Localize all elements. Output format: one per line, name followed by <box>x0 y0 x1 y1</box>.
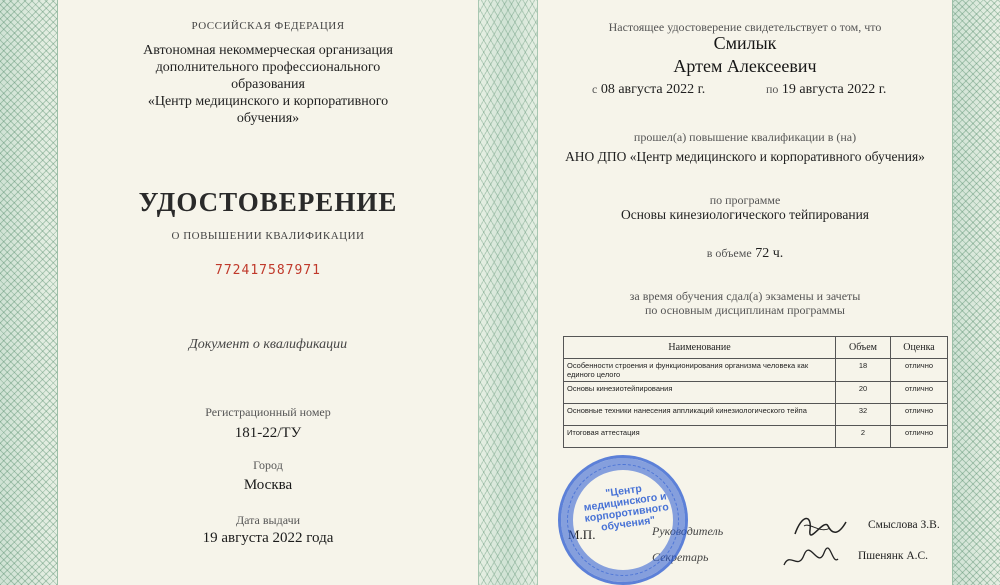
registration-label: Регистрационный номер <box>205 405 331 419</box>
issue-date-label: Дата выдачи <box>235 513 301 527</box>
from-date: 08 августа 2022 г. <box>600 82 706 97</box>
holder-surname: Смилык <box>713 33 777 53</box>
left-guilloche-border <box>0 0 58 585</box>
table-row <box>564 426 948 448</box>
column-header-volume: Объем <box>836 337 891 359</box>
program-volume <box>538 246 952 262</box>
volume-label: в объеме <box>706 246 752 260</box>
discipline-name: Особенности строения и функционирования организма человека как единого целого <box>564 359 836 382</box>
discipline-grade: отлично <box>891 426 948 448</box>
secretary-signature-icon <box>780 545 840 575</box>
org-line-2: дополнительного профессионального <box>155 60 381 75</box>
issue-date-value: 19 августа 2022 года <box>202 530 334 546</box>
document-title: УДОСТОВЕРЕНИЕ <box>138 187 398 217</box>
discipline-grade: отлично <box>891 404 948 426</box>
exams-line-2: по основным дисциплинам программы <box>644 303 845 317</box>
disciplines-table <box>563 336 948 448</box>
discipline-name: Основы кинезиотейпирования <box>564 382 836 404</box>
from-prefix: с <box>592 82 598 96</box>
serial-number: 772417587971 <box>215 263 321 278</box>
discipline-volume: 32 <box>836 404 891 426</box>
org-line-5: обучения» <box>236 111 300 126</box>
period-from <box>592 82 705 98</box>
program-name: Основы кинезиологического тейпирования <box>620 207 870 222</box>
organization-stamp <box>558 455 688 585</box>
org-line-1: Автономная некоммерческая организация <box>143 43 393 58</box>
org-line-4: «Центр медицинского и корпоративного <box>147 94 389 109</box>
table-header-row <box>564 337 948 359</box>
period-to <box>766 82 886 98</box>
exams-line-1: за время обучения сдал(а) экзамены и зачеты <box>629 289 861 303</box>
document-type: Документ о квалификации <box>188 337 348 352</box>
discipline-grade: отлично <box>891 359 948 382</box>
discipline-name: Итоговая аттестация <box>564 426 836 448</box>
head-signature-icon <box>790 512 850 542</box>
discipline-volume: 2 <box>836 426 891 448</box>
discipline-grade: отлично <box>891 382 948 404</box>
city-value: Москва <box>243 477 293 493</box>
table-row <box>564 359 948 382</box>
column-header-name: Наименование <box>564 337 836 359</box>
holder-given-names: Артем Алексеевич <box>673 56 817 76</box>
stamp-text: "Центр медицинского и корпоротивного обучения" <box>583 482 670 534</box>
certificate-intro: Настоящее удостоверение свидетельствует о том, что <box>608 20 882 34</box>
secretary-label: Секретарь <box>652 550 709 564</box>
institution-name: АНО ДПО «Центр медицинского и корпоративного обучения» <box>565 149 925 164</box>
discipline-name: Основные техники нанесения аппликаций кинезиологического тейпа <box>564 404 836 426</box>
to-prefix: по <box>766 82 779 96</box>
head-label: Руководитель <box>652 524 724 538</box>
program-label: по программе <box>709 193 781 207</box>
discipline-volume: 20 <box>836 382 891 404</box>
stamp-place-label: М.П. <box>568 527 596 542</box>
to-date: 19 августа 2022 г. <box>781 82 887 97</box>
discipline-volume: 18 <box>836 359 891 382</box>
right-guilloche-border <box>952 0 1000 585</box>
table-row <box>564 382 948 404</box>
document-subtitle: О ПОВЫШЕНИИ КВАЛИФИКАЦИИ <box>171 230 365 242</box>
volume-value: 72 ч. <box>755 246 784 261</box>
head-name: Смыслова З.В. <box>868 519 940 531</box>
column-header-grade: Оценка <box>891 337 948 359</box>
org-line-3: образования <box>231 77 305 92</box>
country-name: РОССИЙСКАЯ ФЕДЕРАЦИЯ <box>191 20 345 32</box>
passed-text: прошел(а) повышение квалификации в (на) <box>633 130 857 144</box>
city-label: Город <box>253 458 283 472</box>
secretary-name: Пшенянк А.С. <box>858 550 929 562</box>
center-guilloche-border <box>478 0 538 585</box>
table-row <box>564 404 948 426</box>
registration-number: 181-22/ТУ <box>234 425 302 441</box>
